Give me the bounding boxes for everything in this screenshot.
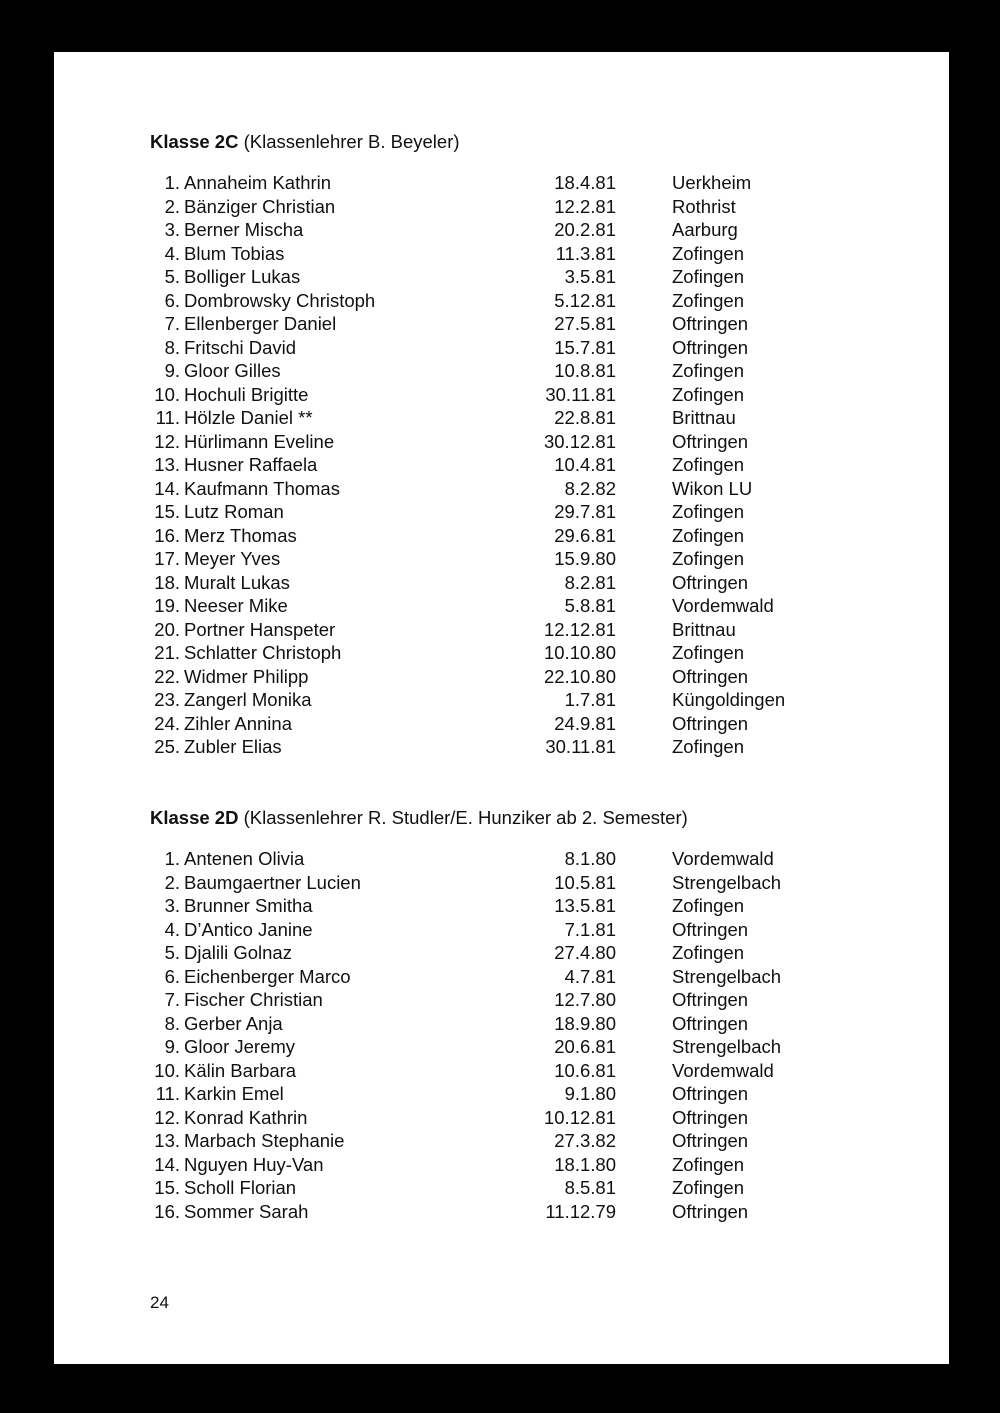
student-row — [150, 688, 850, 712]
birth-date: 12.7.80 — [554, 989, 616, 1010]
birth-date: 10.10.80 — [543, 642, 616, 663]
student-number: 5. — [164, 942, 180, 963]
home-town: Oftringen — [672, 665, 749, 687]
student-number: 8. — [164, 1012, 180, 1034]
home-town: Strengelbach — [672, 871, 782, 893]
home-town: Zofingen — [672, 736, 744, 757]
home-town: Zofingen — [672, 1153, 744, 1175]
birth-date: 12.12.81 — [543, 618, 616, 640]
student-number: 13. — [154, 1130, 180, 1151]
student-row — [150, 1176, 850, 1200]
birth-date: 7.1.81 — [564, 918, 616, 940]
student-row — [150, 894, 850, 918]
student-row — [150, 712, 850, 736]
home-town: Oftringen — [672, 1106, 749, 1128]
home-town: Zofingen — [672, 383, 744, 405]
student-number: 6. — [164, 289, 180, 311]
student-row — [150, 524, 850, 548]
student-name: Zihler Annina — [184, 712, 292, 734]
birth-date: 27.5.81 — [554, 313, 616, 334]
birth-date: 8.1.80 — [564, 848, 616, 869]
birth-date: 10.4.81 — [554, 454, 616, 475]
home-town: Strengelbach — [672, 965, 782, 987]
student-number: 4. — [164, 918, 180, 940]
class-teacher: (Klassenlehrer B. Beyeler) — [238, 131, 460, 152]
student-row — [150, 665, 850, 689]
student-name: Portner Hanspeter — [184, 618, 336, 640]
student-row — [150, 571, 850, 595]
student-name: Merz Thomas — [184, 524, 297, 546]
student-name: Ellenberger Daniel — [184, 313, 337, 334]
birth-date: 10.5.81 — [554, 871, 616, 893]
student-name: Berner Mischa — [184, 219, 304, 240]
student-row — [150, 195, 850, 219]
home-town: Zofingen — [672, 642, 744, 663]
student-number: 7. — [164, 989, 180, 1010]
birth-date: 11.12.79 — [545, 1200, 616, 1222]
student-number: 3. — [164, 895, 180, 916]
student-row — [150, 453, 850, 477]
home-town: Zofingen — [672, 454, 744, 475]
home-town: Vordemwald — [672, 1059, 774, 1081]
student-name: Fischer Christian — [184, 989, 323, 1010]
birth-date: 5.12.81 — [554, 289, 616, 311]
student-number: 2. — [164, 871, 180, 893]
student-name: Gloor Gilles — [184, 360, 281, 381]
student-row — [150, 918, 850, 942]
class-2d-section — [150, 806, 850, 1223]
home-town: Zofingen — [672, 524, 744, 546]
student-row — [150, 618, 850, 642]
student-number: 10. — [154, 383, 180, 405]
student-list — [150, 171, 850, 759]
student-name: Brunner Smitha — [184, 895, 313, 916]
birth-date: 22.8.81 — [554, 407, 616, 428]
student-row — [150, 1012, 850, 1036]
home-town: Oftringen — [672, 989, 749, 1010]
student-name: Bolliger Lukas — [184, 266, 301, 287]
student-number: 5. — [164, 266, 180, 287]
student-number: 6. — [164, 965, 180, 987]
birth-date: 13.5.81 — [554, 895, 616, 916]
student-number: 15. — [154, 1177, 180, 1198]
birth-date: 9.1.80 — [564, 1083, 616, 1104]
home-town: Brittnau — [672, 407, 736, 428]
home-town: Zofingen — [672, 942, 744, 963]
home-town: Oftringen — [672, 712, 749, 734]
student-name: Blum Tobias — [184, 242, 285, 264]
student-row — [150, 847, 850, 871]
student-number: 23. — [154, 689, 180, 710]
home-town: Brittnau — [672, 618, 736, 640]
student-name: Husner Raffaela — [184, 454, 318, 475]
home-town: Zofingen — [672, 360, 744, 381]
birth-date: 24.9.81 — [554, 712, 616, 734]
student-name: Kälin Barbara — [184, 1059, 297, 1081]
student-number: 14. — [154, 1153, 180, 1175]
student-row — [150, 1200, 850, 1224]
student-row — [150, 988, 850, 1012]
student-row — [150, 1059, 850, 1083]
home-town: Vordemwald — [672, 595, 774, 616]
student-name: Djalili Golnaz — [184, 942, 292, 963]
home-town: Oftringen — [672, 313, 749, 334]
student-row — [150, 941, 850, 965]
student-number: 12. — [154, 1106, 180, 1128]
birth-date: 27.3.82 — [554, 1130, 616, 1151]
student-number: 24. — [154, 712, 180, 734]
student-number: 10. — [154, 1059, 180, 1081]
home-town: Zofingen — [672, 895, 744, 916]
class-2c-section — [150, 130, 850, 759]
student-name: Baumgaertner Lucien — [184, 871, 361, 893]
birth-date: 18.1.80 — [554, 1153, 616, 1175]
student-row — [150, 218, 850, 242]
student-name: Hochuli Brigitte — [184, 383, 309, 405]
birth-date: 10.6.81 — [554, 1059, 616, 1081]
student-row — [150, 383, 850, 407]
home-town: Küngoldingen — [672, 689, 786, 710]
class-title: Klasse 2D — [150, 807, 239, 828]
birth-date: 8.5.81 — [564, 1177, 616, 1198]
student-number: 14. — [154, 477, 180, 499]
home-town: Oftringen — [672, 336, 749, 358]
page-number: 24 — [150, 1293, 169, 1312]
student-row — [150, 336, 850, 360]
student-number: 9. — [164, 360, 180, 381]
student-number: 25. — [154, 736, 180, 757]
birth-date: 29.7.81 — [554, 501, 616, 522]
home-town: Oftringen — [672, 571, 749, 593]
birth-date: 30.11.81 — [545, 736, 616, 757]
student-number: 4. — [164, 242, 180, 264]
student-name: Konrad Kathrin — [184, 1106, 308, 1128]
student-row — [150, 171, 850, 195]
student-number: 1. — [164, 848, 180, 869]
student-number: 12. — [154, 430, 180, 452]
birth-date: 1.7.81 — [564, 689, 616, 710]
birth-date: 10.12.81 — [543, 1106, 616, 1128]
birth-date: 8.2.81 — [564, 571, 616, 593]
birth-date: 30.11.81 — [545, 383, 616, 405]
student-name: Eichenberger Marco — [184, 965, 351, 987]
student-row — [150, 1106, 850, 1130]
student-number: 13. — [154, 454, 180, 475]
student-number: 20. — [154, 618, 180, 640]
student-row — [150, 641, 850, 665]
student-row — [150, 735, 850, 759]
student-name: Hölzle Daniel ** — [184, 407, 313, 428]
student-name: Gerber Anja — [184, 1012, 283, 1034]
student-name: Meyer Yves — [184, 548, 281, 569]
student-name: Lutz Roman — [184, 501, 284, 522]
student-number: 2. — [164, 195, 180, 217]
student-number: 8. — [164, 336, 180, 358]
student-row — [150, 242, 850, 266]
student-row — [150, 1153, 850, 1177]
home-town: Wikon LU — [672, 477, 753, 499]
birth-date: 8.2.82 — [564, 477, 616, 499]
student-name: Bänziger Christian — [184, 195, 336, 217]
student-row — [150, 406, 850, 430]
student-name: Annaheim Kathrin — [184, 172, 332, 193]
home-town: Zofingen — [672, 501, 744, 522]
birth-date: 10.8.81 — [554, 360, 616, 381]
student-name: Fritschi David — [184, 336, 297, 358]
student-row — [150, 430, 850, 454]
student-number: 22. — [154, 665, 180, 687]
student-row — [150, 1035, 850, 1059]
birth-date: 4.7.81 — [564, 965, 616, 987]
student-name: Zubler Elias — [184, 736, 282, 757]
student-number: 9. — [164, 1036, 180, 1057]
home-town: Oftringen — [672, 1083, 749, 1104]
student-row — [150, 871, 850, 895]
student-name: Nguyen Huy-Van — [184, 1153, 324, 1175]
student-number: 11. — [155, 407, 180, 428]
student-row — [150, 289, 850, 313]
student-number: 11. — [155, 1083, 180, 1104]
student-row — [150, 547, 850, 571]
student-row — [150, 1082, 850, 1106]
student-name: Scholl Florian — [184, 1177, 297, 1198]
student-row — [150, 1129, 850, 1153]
home-town: Zofingen — [672, 242, 744, 264]
student-row — [150, 312, 850, 336]
birth-date: 30.12.81 — [543, 430, 616, 452]
student-row — [150, 594, 850, 618]
birth-date: 18.4.81 — [554, 172, 616, 193]
home-town: Oftringen — [672, 430, 749, 452]
document-page — [54, 52, 949, 1364]
student-name: Gloor Jeremy — [184, 1036, 296, 1057]
birth-date: 20.6.81 — [554, 1036, 616, 1057]
birth-date: 15.9.80 — [554, 548, 616, 569]
home-town: Rothrist — [672, 195, 736, 217]
student-name: Widmer Philipp — [184, 665, 309, 687]
student-number: 3. — [164, 219, 180, 240]
student-number: 16. — [154, 524, 180, 546]
home-town: Oftringen — [672, 1200, 749, 1222]
student-name: Hürlimann Eveline — [184, 430, 335, 452]
student-row — [150, 500, 850, 524]
class-heading — [150, 806, 850, 829]
student-name: Schlatter Christoph — [184, 642, 342, 663]
student-name: Marbach Stephanie — [184, 1130, 345, 1151]
student-row — [150, 265, 850, 289]
home-town: Zofingen — [672, 548, 744, 569]
home-town: Oftringen — [672, 1012, 749, 1034]
class-teacher: (Klassenlehrer R. Studler/E. Hunziker ab 2. Semester) — [238, 807, 688, 828]
birth-date: 29.6.81 — [554, 524, 616, 546]
student-name: Karkin Emel — [184, 1083, 284, 1104]
student-number: 7. — [164, 313, 180, 334]
student-number: 18. — [154, 571, 180, 593]
birth-date: 27.4.80 — [554, 942, 616, 963]
birth-date: 11.3.81 — [555, 242, 616, 264]
student-name: Dombrowsky Christoph — [184, 289, 376, 311]
student-name: Neeser Mike — [184, 595, 288, 616]
home-town: Strengelbach — [672, 1036, 782, 1057]
student-name: Muralt Lukas — [184, 571, 290, 593]
birth-date: 15.7.81 — [554, 336, 616, 358]
birth-date: 3.5.81 — [564, 266, 616, 287]
home-town: Uerkheim — [672, 172, 752, 193]
student-number: 15. — [154, 501, 180, 522]
student-name: D’Antico Janine — [184, 918, 313, 940]
student-number: 16. — [154, 1200, 180, 1222]
student-list — [150, 847, 850, 1223]
home-town: Oftringen — [672, 918, 749, 940]
birth-date: 12.2.81 — [554, 195, 616, 217]
student-number: 21. — [154, 642, 180, 663]
student-number: 17. — [154, 548, 180, 569]
student-name: Kaufmann Thomas — [184, 477, 340, 499]
home-town: Zofingen — [672, 266, 744, 287]
student-name: Sommer Sarah — [184, 1200, 309, 1222]
home-town: Oftringen — [672, 1130, 749, 1151]
student-name: Zangerl Monika — [184, 689, 312, 710]
home-town: Vordemwald — [672, 848, 774, 869]
student-number: 19. — [154, 595, 180, 616]
student-row — [150, 477, 850, 501]
birth-date: 20.2.81 — [554, 219, 616, 240]
student-number: 1. — [164, 172, 180, 193]
class-heading — [150, 130, 850, 153]
student-name: Antenen Olivia — [184, 848, 305, 869]
student-row — [150, 359, 850, 383]
class-title: Klasse 2C — [150, 131, 239, 152]
birth-date: 18.9.80 — [554, 1012, 616, 1034]
birth-date: 22.10.80 — [543, 665, 616, 687]
home-town: Aarburg — [672, 219, 738, 240]
birth-date: 5.8.81 — [564, 595, 616, 616]
home-town: Zofingen — [672, 289, 744, 311]
student-row — [150, 965, 850, 989]
home-town: Zofingen — [672, 1177, 744, 1198]
